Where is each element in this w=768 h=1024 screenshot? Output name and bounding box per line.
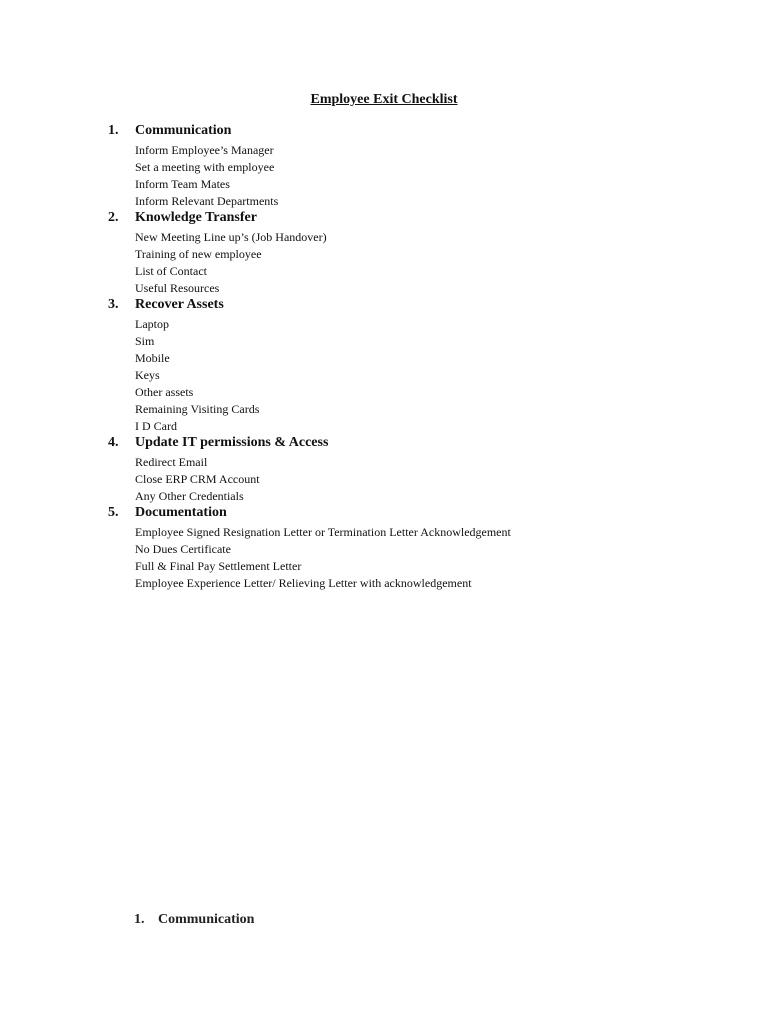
checklist-item: Laptop bbox=[135, 317, 169, 331]
section-title: Documentation bbox=[135, 505, 227, 520]
checklist-item: Redirect Email bbox=[135, 455, 208, 469]
checklist-item: Close ERP CRM Account bbox=[135, 472, 260, 486]
section-number: 4. bbox=[108, 435, 119, 450]
next-page-section-heading bbox=[134, 912, 254, 928]
checklist-item: Inform Relevant Departments bbox=[135, 194, 279, 208]
checklist-item: Inform Team Mates bbox=[135, 177, 230, 191]
checklist-item: Employee Experience Letter/ Relieving Letter with acknowledgement bbox=[135, 576, 472, 590]
checklist-item: Set a meeting with employee bbox=[135, 160, 275, 174]
section-heading bbox=[108, 435, 728, 454]
section-items bbox=[108, 229, 728, 297]
checklist-item: Remaining Visiting Cards bbox=[135, 402, 260, 416]
section-items bbox=[108, 142, 728, 210]
section-title: Communication bbox=[135, 123, 232, 138]
checklist-item: Sim bbox=[135, 334, 155, 348]
checklist-item: List of Contact bbox=[135, 264, 207, 278]
section-number: 3. bbox=[108, 297, 119, 312]
section-heading bbox=[108, 123, 728, 142]
section-number: 1. bbox=[108, 123, 119, 138]
section-items bbox=[108, 316, 728, 435]
checklist-item: Other assets bbox=[135, 385, 194, 399]
checklist-item: Mobile bbox=[135, 351, 170, 365]
section-title: Recover Assets bbox=[135, 297, 224, 312]
checklist-sections bbox=[108, 123, 728, 592]
section-documentation bbox=[108, 505, 728, 592]
checklist-item: Full & Final Pay Settlement Letter bbox=[135, 559, 302, 573]
checklist-item: No Dues Certificate bbox=[135, 542, 231, 556]
section-update-it-permissions bbox=[108, 435, 728, 505]
checklist-item: New Meeting Line up’s (Job Handover) bbox=[135, 230, 327, 244]
section-items bbox=[108, 454, 728, 505]
section-title: Knowledge Transfer bbox=[135, 210, 257, 225]
section-communication bbox=[108, 123, 728, 210]
section-number: 1. bbox=[134, 912, 145, 927]
checklist-item: Any Other Credentials bbox=[135, 489, 244, 503]
checklist-item: Keys bbox=[135, 368, 160, 382]
section-heading bbox=[108, 505, 728, 524]
section-heading bbox=[108, 210, 728, 229]
section-number: 5. bbox=[108, 505, 119, 520]
section-title: Update IT permissions & Access bbox=[135, 435, 329, 450]
checklist-item: Useful Resources bbox=[135, 281, 220, 295]
checklist-item: Inform Employee’s Manager bbox=[135, 143, 274, 157]
section-recover-assets bbox=[108, 297, 728, 435]
document-title: Employee Exit Checklist bbox=[310, 92, 458, 107]
checklist-item: Employee Signed Resignation Letter or Termination Letter Acknowledgement bbox=[135, 525, 511, 539]
checklist-item: I D Card bbox=[135, 419, 177, 433]
section-items bbox=[108, 524, 728, 592]
section-title: Communication bbox=[158, 912, 255, 927]
checklist-item: Training of new employee bbox=[135, 247, 262, 261]
section-heading bbox=[108, 297, 728, 316]
section-number: 2. bbox=[108, 210, 119, 225]
section-knowledge-transfer bbox=[108, 210, 728, 297]
